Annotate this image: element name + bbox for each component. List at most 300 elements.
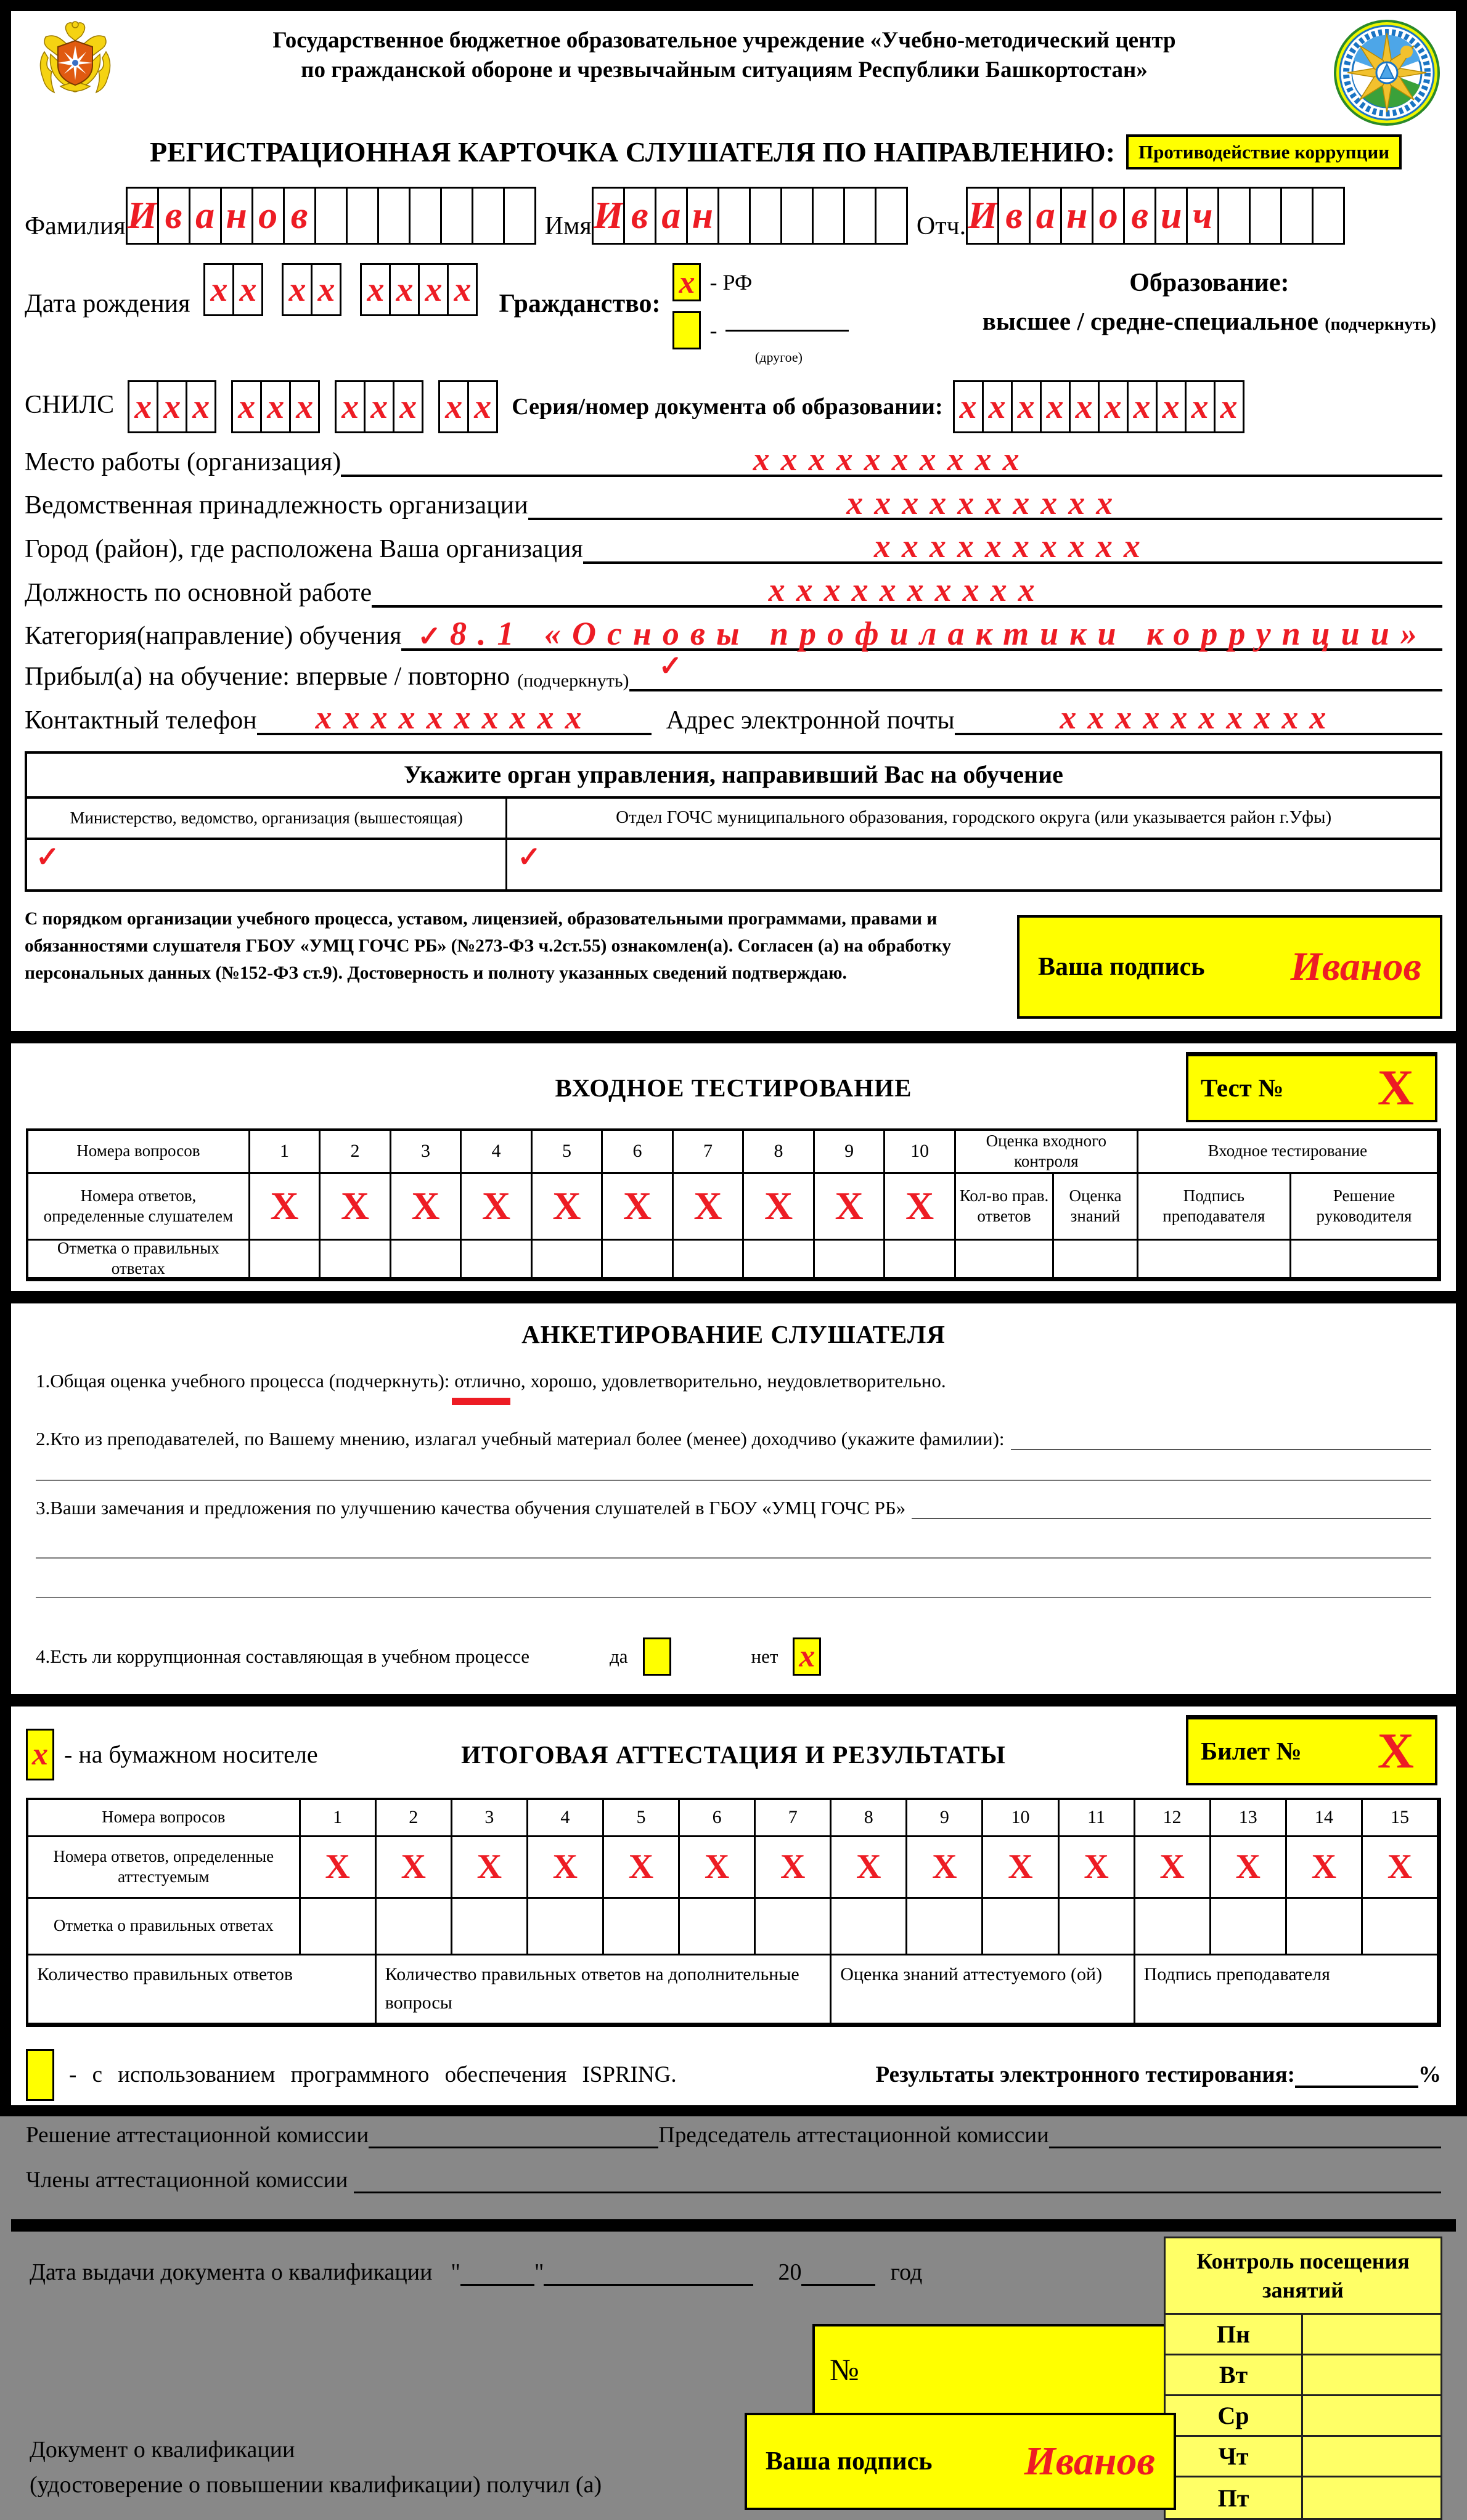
answer-cell[interactable]: X xyxy=(832,1837,907,1899)
letter-cell[interactable]: ч xyxy=(1186,187,1219,245)
final-row-questions-label: Номера вопросов xyxy=(28,1800,301,1837)
question-number-cell: 10 xyxy=(983,1800,1059,1837)
mark-cell[interactable] xyxy=(680,1899,756,1955)
test-number-value: X xyxy=(1377,1059,1414,1116)
attendance-row xyxy=(1166,2396,1440,2437)
q4-no-checkbox[interactable]: x xyxy=(793,1637,821,1676)
entrance-grade-cell[interactable] xyxy=(1054,1241,1138,1279)
question-number-cell: 14 xyxy=(1287,1800,1363,1837)
position-row xyxy=(25,571,1442,608)
phone-value: xxxxxxxxxx xyxy=(315,699,593,736)
footer-signature-value: Иванов xyxy=(1024,2438,1155,2484)
q4-yes-checkbox[interactable] xyxy=(643,1637,671,1676)
survey-q1 xyxy=(36,1370,1431,1392)
question-number-cell: 6 xyxy=(680,1800,756,1837)
attendance-day-label: Пн xyxy=(1166,2315,1303,2354)
chairman-field[interactable] xyxy=(1049,2147,1441,2148)
letter-cell[interactable] xyxy=(314,187,348,245)
answer-cell[interactable]: X xyxy=(1211,1837,1287,1899)
question-number-cell: 13 xyxy=(1211,1800,1287,1837)
letter-cell[interactable] xyxy=(409,187,442,245)
checkmark-icon: ✓ xyxy=(517,841,541,873)
attendance-row xyxy=(1166,2315,1440,2355)
digit-cell[interactable]: x xyxy=(203,263,234,316)
answer-cell[interactable]: X xyxy=(391,1174,462,1241)
letter-cell[interactable] xyxy=(1249,187,1282,245)
position-field[interactable] xyxy=(372,571,1442,608)
decision-label: Решение аттестационной комиссии xyxy=(26,2122,369,2148)
snils-group xyxy=(335,380,423,433)
digit-cell[interactable]: x xyxy=(1156,380,1187,433)
answer-cell[interactable]: X xyxy=(604,1837,680,1899)
year-word: год xyxy=(890,2259,923,2285)
q3-field[interactable] xyxy=(912,1518,1431,1519)
header xyxy=(11,11,1456,126)
birth-date-cells xyxy=(203,263,478,365)
final-foot-sign: Подпись преподавателя xyxy=(1135,1955,1439,2025)
mark-cell[interactable] xyxy=(1135,1899,1211,1955)
ispring-row xyxy=(26,2049,1441,2101)
attendance-row xyxy=(1166,2437,1440,2477)
section-divider xyxy=(11,1031,1456,1043)
question-number-cell: 8 xyxy=(832,1800,907,1837)
letter-cell[interactable]: в xyxy=(283,187,316,245)
digit-cell[interactable]: x xyxy=(128,380,158,433)
q1-rest: , хорошо, удовлетворительно, неудовлетворительно. xyxy=(520,1369,946,1392)
answer-cell[interactable]: X xyxy=(815,1174,886,1241)
birth-year-cells xyxy=(360,263,478,365)
mark-cell[interactable] xyxy=(533,1241,603,1279)
question-number-cell: 1 xyxy=(250,1131,321,1174)
letter-cell[interactable]: в xyxy=(157,187,190,245)
quote-open: " xyxy=(451,2259,460,2285)
city-field[interactable] xyxy=(583,528,1442,565)
email-field[interactable] xyxy=(955,699,1442,736)
mark-cell[interactable] xyxy=(885,1241,956,1279)
quote-close: " xyxy=(534,2259,544,2285)
letter-cell[interactable]: И xyxy=(126,187,159,245)
question-number-cell: 9 xyxy=(907,1800,983,1837)
arrival-row xyxy=(25,650,1442,691)
category-row xyxy=(25,614,1442,653)
edu-doc-cells xyxy=(953,380,1244,433)
digit-cell[interactable]: x xyxy=(289,380,320,433)
letter-cell[interactable] xyxy=(346,187,379,245)
answer-cell[interactable]: X xyxy=(1363,1837,1439,1899)
mark-cell[interactable] xyxy=(301,1899,377,1955)
letter-cell[interactable] xyxy=(843,187,877,245)
q1-underlined-option[interactable]: отлично xyxy=(454,1369,521,1392)
authority-col-gochs: Отдел ГОЧС муниципального образования, городского округа (или указывается район г.Уфы) xyxy=(616,807,1332,827)
answer-cell[interactable]: X xyxy=(533,1174,603,1241)
answer-cell[interactable]: X xyxy=(452,1837,528,1899)
issue-day-field[interactable] xyxy=(460,2284,534,2286)
arrival-checkmark-icon: ✓ xyxy=(658,650,683,682)
mark-cell[interactable] xyxy=(462,1241,533,1279)
final-foot-grade: Оценка знаний аттестуемого (ой) xyxy=(832,1955,1135,2025)
digit-cell[interactable]: x xyxy=(467,380,498,433)
answer-cell[interactable]: X xyxy=(377,1837,452,1899)
digit-cell[interactable]: x xyxy=(260,380,291,433)
issue-year-field[interactable] xyxy=(801,2284,875,2286)
footer-signature-box[interactable] xyxy=(745,2413,1176,2510)
issue-date-label: Дата выдачи документа о квалификации xyxy=(30,2259,433,2285)
answer-cell[interactable]: X xyxy=(674,1174,745,1241)
q2-field[interactable] xyxy=(1011,1449,1431,1450)
ticket-number-box[interactable] xyxy=(1186,1715,1437,1785)
birth-month-cells xyxy=(282,263,341,365)
citizenship-rf-label: - РФ xyxy=(709,270,753,295)
email-label: Адрес электронной почты xyxy=(666,706,955,735)
entrance-head-control: Оценка входного контроля xyxy=(956,1131,1138,1174)
question-number-cell: 11 xyxy=(1060,1800,1135,1837)
authority-ministry-cell[interactable] xyxy=(27,840,507,889)
digit-cell[interactable]: x xyxy=(1214,380,1244,433)
city-label: Город (район), где расположена Ваша организация xyxy=(25,534,583,563)
mark-cell[interactable] xyxy=(603,1241,674,1279)
letter-cell[interactable]: н xyxy=(220,187,253,245)
checkmark-icon: ✓ xyxy=(36,841,60,873)
mark-cell[interactable] xyxy=(907,1899,983,1955)
birth-day-cells xyxy=(203,263,263,365)
survey-title: АНКЕТИРОВАНИЕ СЛУШАТЕЛЯ xyxy=(521,1319,946,1348)
digit-cell[interactable]: x xyxy=(1127,380,1158,433)
digit-cell[interactable]: x xyxy=(157,380,187,433)
entrance-test-section xyxy=(11,1043,1456,1291)
mark-cell[interactable] xyxy=(983,1899,1059,1955)
mark-cell[interactable] xyxy=(250,1241,321,1279)
survey-q4 xyxy=(36,1637,1431,1676)
etest-percent-label: % xyxy=(1418,2062,1441,2088)
category-field[interactable] xyxy=(401,614,1442,653)
workplace-row xyxy=(25,441,1442,478)
letter-cell[interactable] xyxy=(377,187,411,245)
question-number-cell: 1 xyxy=(301,1800,377,1837)
letter-cell[interactable]: в xyxy=(623,187,656,245)
workplace-field[interactable] xyxy=(341,441,1442,478)
digit-cell[interactable]: x xyxy=(1011,380,1042,433)
mark-cell[interactable] xyxy=(744,1241,815,1279)
letter-cell[interactable]: а xyxy=(189,187,222,245)
position-value: xxxxxxxxxx xyxy=(768,571,1046,608)
answer-cell[interactable]: X xyxy=(1060,1837,1135,1899)
entrance-sign-cell[interactable] xyxy=(1138,1241,1291,1279)
department-row xyxy=(25,484,1442,521)
digit-cell[interactable]: x xyxy=(360,263,391,316)
umc-gochs-rb-round-logo xyxy=(1334,20,1440,126)
members-label: Члены аттестационной комиссии xyxy=(26,2167,348,2193)
letter-cell[interactable] xyxy=(875,187,908,245)
surname-label: Фамилия xyxy=(25,212,126,241)
question-number-cell: 15 xyxy=(1363,1800,1439,1837)
position-label: Должность по основной работе xyxy=(25,578,372,607)
education-label: Образование: xyxy=(1129,269,1289,298)
ticket-number-value: X xyxy=(1377,1723,1414,1779)
letter-cell[interactable] xyxy=(440,187,473,245)
letter-cell[interactable] xyxy=(1217,187,1251,245)
document-number-label: № xyxy=(830,2352,859,2387)
mark-cell[interactable] xyxy=(815,1241,886,1279)
answer-cell[interactable]: X xyxy=(756,1837,832,1899)
edu-doc-label: Серия/номер документа об образовании: xyxy=(512,394,943,420)
final-row-answers-label: Номера ответов, определенные аттестуемым xyxy=(28,1837,301,1899)
letter-cell[interactable] xyxy=(780,187,814,245)
final-foot-additional: Количество правильных ответов на дополнительные вопросы xyxy=(377,1955,832,2025)
question-number-cell: 5 xyxy=(604,1800,680,1837)
signature-box[interactable] xyxy=(1017,915,1442,1019)
consent-row xyxy=(25,905,1442,1019)
answer-cell[interactable]: X xyxy=(1135,1837,1211,1899)
final-table xyxy=(26,1798,1441,2027)
attendance-blank-cell[interactable] xyxy=(1303,2355,1440,2394)
attendance-day-label: Пт xyxy=(1166,2477,1303,2518)
question-number-cell: 3 xyxy=(452,1800,528,1837)
authority-title: Укажите орган управления, направивший Вас на обучение xyxy=(27,754,1440,799)
final-attestation-section xyxy=(11,1707,1456,2203)
snils-row xyxy=(25,380,1442,433)
qualification-doc-line1: Документ о квалификации xyxy=(30,2436,295,2463)
digit-cell[interactable]: x xyxy=(186,380,216,433)
answer-cell[interactable]: X xyxy=(907,1837,983,1899)
q4-no-label: нет xyxy=(751,1645,778,1667)
email-value: xxxxxxxxxx xyxy=(1060,699,1338,736)
entrance-count-cell[interactable] xyxy=(956,1241,1054,1279)
question-number-cell: 8 xyxy=(744,1131,815,1174)
digit-cell[interactable]: x xyxy=(1069,380,1100,433)
answer-cell[interactable]: X xyxy=(885,1174,956,1241)
attendance-rows xyxy=(1166,2315,1440,2518)
workplace-label: Место работы (организация) xyxy=(25,447,341,476)
entrance-title: ВХОДНОЕ ТЕСТИРОВАНИЕ xyxy=(555,1073,912,1102)
mark-cell[interactable] xyxy=(377,1899,452,1955)
snils-cells xyxy=(128,380,498,433)
digit-cell[interactable]: x xyxy=(282,263,313,316)
letter-cell[interactable]: и xyxy=(1154,187,1188,245)
birth-label: Дата рождения xyxy=(25,290,190,319)
name-label: Имя xyxy=(544,212,592,241)
department-label: Ведомственная принадлежность организации xyxy=(25,491,528,520)
digit-cell[interactable]: x xyxy=(1040,380,1071,433)
answer-cell[interactable]: X xyxy=(250,1174,321,1241)
answer-cell[interactable]: X xyxy=(301,1837,377,1899)
etest-results-label: Результаты электронного тестирования: xyxy=(875,2062,1295,2088)
org-name-line2: по гражданской обороне и чрезвычайным ситуациям Республики Башкортостан» xyxy=(301,57,1148,83)
digit-cell[interactable]: x xyxy=(1098,380,1129,433)
answer-cell[interactable]: X xyxy=(528,1837,604,1899)
arrival-label: Прибыл(а) на обучение: впервые / повторно xyxy=(25,663,510,691)
birth-citizenship-row xyxy=(25,263,1442,365)
qualification-doc-line2: (удостоверение о повышении квалификации) получил (а) xyxy=(30,2471,602,2498)
department-value: xxxxxxxxxx xyxy=(846,484,1124,521)
mark-cell[interactable] xyxy=(604,1899,680,1955)
digit-cell[interactable]: x xyxy=(364,380,394,433)
phone-field[interactable] xyxy=(257,699,652,736)
entrance-sub-grade: Оценка знаний xyxy=(1054,1174,1138,1241)
digit-cell[interactable]: x xyxy=(232,263,263,316)
q3-text: 3.Ваши замечания и предложения по улучшению качества обучения слушателей в ГБОУ «УМЦ ГОЧС РБ» xyxy=(36,1496,906,1519)
city-row xyxy=(25,528,1442,565)
arrival-field[interactable] xyxy=(629,650,1443,691)
entrance-head-testing: Входное тестирование xyxy=(1138,1131,1439,1174)
letter-cell[interactable]: о xyxy=(251,187,285,245)
question-number-cell: 12 xyxy=(1135,1800,1211,1837)
attendance-row xyxy=(1166,2477,1440,2518)
question-number-cell: 9 xyxy=(815,1131,886,1174)
ticket-number-label: Билет № xyxy=(1201,1737,1302,1766)
letter-cell[interactable]: И xyxy=(592,187,625,245)
mark-cell[interactable] xyxy=(1287,1899,1363,1955)
question-number-cell: 7 xyxy=(756,1800,832,1837)
entrance-table xyxy=(26,1128,1441,1281)
question-number-cell: 2 xyxy=(321,1131,391,1174)
letter-cell[interactable]: а xyxy=(1029,187,1062,245)
attendance-blank-cell[interactable] xyxy=(1303,2315,1440,2354)
letter-cell[interactable]: в xyxy=(1123,187,1156,245)
citizenship-other-dash: - xyxy=(709,318,717,343)
citizenship-other-field[interactable] xyxy=(725,330,849,332)
final-foot-total: Количество правильных ответов xyxy=(28,1955,377,2025)
commission-decision-row xyxy=(26,2122,1441,2148)
mark-cell[interactable] xyxy=(1060,1899,1135,1955)
letter-cell[interactable] xyxy=(812,187,845,245)
paper-checkbox[interactable]: x xyxy=(26,1729,54,1780)
digit-cell[interactable]: x xyxy=(438,380,469,433)
mark-cell[interactable] xyxy=(321,1241,391,1279)
question-number-cell: 5 xyxy=(533,1131,603,1174)
citizenship-block xyxy=(499,263,849,365)
entrance-row-questions-label: Номера вопросов xyxy=(28,1131,250,1174)
mark-cell[interactable] xyxy=(391,1241,462,1279)
entrance-sub-sign: Подпись преподавателя xyxy=(1138,1174,1291,1241)
digit-cell[interactable]: x xyxy=(231,380,262,433)
education-block xyxy=(983,263,1442,365)
category-label: Категория(направление) обучения xyxy=(25,622,402,651)
final-title: ИТОГОВАЯ АТТЕСТАЦИЯ И РЕЗУЛЬТАТЫ xyxy=(461,1740,1006,1769)
answer-cell[interactable]: X xyxy=(744,1174,815,1241)
letter-cell[interactable] xyxy=(749,187,782,245)
footer-signature-label: Ваша подпись xyxy=(766,2447,933,2476)
entrance-decision-cell[interactable] xyxy=(1291,1241,1439,1279)
digit-cell[interactable]: x xyxy=(393,380,423,433)
surname-cells xyxy=(126,187,536,245)
answer-cell[interactable]: X xyxy=(603,1174,674,1241)
mark-cell[interactable] xyxy=(832,1899,907,1955)
authority-gochs-cell[interactable] xyxy=(507,840,1440,889)
letter-cell[interactable] xyxy=(717,187,751,245)
letter-cell[interactable] xyxy=(1280,187,1314,245)
attendance-day-label: Чт xyxy=(1166,2437,1303,2476)
ispring-checkbox[interactable] xyxy=(26,2049,54,2101)
letter-cell[interactable]: И xyxy=(966,187,999,245)
digit-cell[interactable]: x xyxy=(311,263,341,316)
survey-q2 xyxy=(36,1428,1431,1450)
digit-cell[interactable]: x xyxy=(335,380,366,433)
answer-cell[interactable]: X xyxy=(1287,1837,1363,1899)
digit-cell[interactable]: x xyxy=(418,263,449,316)
document-number-box[interactable] xyxy=(812,2324,1167,2415)
q3-extra-line[interactable] xyxy=(36,1559,1431,1598)
letter-cell[interactable]: а xyxy=(655,187,688,245)
survey-q3 xyxy=(36,1497,1431,1519)
year-prefix: 20 xyxy=(778,2259,802,2285)
test-number-box[interactable] xyxy=(1186,1052,1437,1122)
issue-month-field[interactable] xyxy=(544,2284,753,2286)
digit-cell[interactable]: x xyxy=(389,263,420,316)
snils-group xyxy=(231,380,320,433)
digit-cell[interactable]: x xyxy=(447,263,478,316)
department-field[interactable] xyxy=(528,484,1442,521)
etest-results-field[interactable] xyxy=(1295,2086,1418,2088)
commission-members-row xyxy=(26,2167,1441,2193)
members-field[interactable] xyxy=(354,2192,1441,2193)
phone-label: Контактный телефон xyxy=(25,706,257,735)
citizenship-other-note: (другое) xyxy=(754,349,803,365)
org-name-line1: Государственное бюджетное образовательное учреждение «Учебно-методический центр xyxy=(272,28,1176,53)
letter-cell[interactable]: в xyxy=(997,187,1031,245)
footer-section xyxy=(11,2232,1456,2520)
issue-date-row xyxy=(30,2259,922,2286)
decision-field[interactable] xyxy=(369,2147,658,2148)
q1-prefix: 1.Общая оценка учебного процесса (подчеркнуть): xyxy=(36,1369,455,1392)
letter-cell[interactable]: н xyxy=(686,187,719,245)
attendance-table xyxy=(1164,2237,1442,2520)
mark-cell[interactable] xyxy=(1363,1899,1439,1955)
workplace-value: xxxxxxxxxx xyxy=(753,441,1031,478)
attendance-day-label: Вт xyxy=(1166,2355,1303,2394)
answer-cell[interactable]: X xyxy=(680,1837,756,1899)
attendance-blank-cell[interactable] xyxy=(1303,2396,1440,2435)
q3-extra-line[interactable] xyxy=(36,1519,1431,1559)
section-divider xyxy=(11,2219,1456,2232)
answer-cell[interactable]: X xyxy=(462,1174,533,1241)
attendance-blank-cell[interactable] xyxy=(1303,2477,1440,2518)
mark-cell[interactable] xyxy=(756,1899,832,1955)
answer-cell[interactable]: X xyxy=(321,1174,391,1241)
q4-yes-label: да xyxy=(609,1645,628,1667)
letter-cell[interactable] xyxy=(1312,187,1345,245)
attendance-title: Контроль посещения занятий xyxy=(1166,2238,1440,2315)
digit-cell[interactable]: x xyxy=(1185,380,1216,433)
question-number-cell: 2 xyxy=(377,1800,452,1837)
letter-cell[interactable]: о xyxy=(1092,187,1125,245)
entrance-sub-decision: Решение руководителя xyxy=(1291,1174,1439,1241)
q2-extra-line[interactable] xyxy=(36,1450,1431,1481)
mark-cell[interactable] xyxy=(1211,1899,1287,1955)
citizenship-rf-checkbox[interactable]: x xyxy=(672,263,701,301)
category-checkmark-icon: ✓ xyxy=(417,621,441,653)
section-divider xyxy=(11,1694,1456,1707)
direction-badge: Противодействие коррупции xyxy=(1126,134,1402,169)
card-title: РЕГИСТРАЦИОННАЯ КАРТОЧКА СЛУШАТЕЛЯ ПО НАПРАВЛЕНИЮ: xyxy=(150,136,1116,168)
letter-cell[interactable]: н xyxy=(1060,187,1093,245)
answer-cell[interactable]: X xyxy=(983,1837,1059,1899)
letter-cell[interactable] xyxy=(503,187,536,245)
digit-cell[interactable]: x xyxy=(982,380,1013,433)
mark-cell[interactable] xyxy=(452,1899,528,1955)
survey-section xyxy=(11,1303,1456,1676)
citizenship-other-checkbox[interactable] xyxy=(672,311,701,349)
digit-cell[interactable]: x xyxy=(953,380,984,433)
mark-cell[interactable] xyxy=(528,1899,604,1955)
name-row xyxy=(25,187,1442,245)
attendance-blank-cell[interactable] xyxy=(1303,2437,1440,2476)
org-name xyxy=(115,20,1334,85)
mchs-eagle-emblem xyxy=(36,20,115,101)
question-number-cell: 3 xyxy=(391,1131,462,1174)
letter-cell[interactable] xyxy=(472,187,505,245)
section-divider xyxy=(11,1291,1456,1303)
mark-cell[interactable] xyxy=(674,1241,745,1279)
